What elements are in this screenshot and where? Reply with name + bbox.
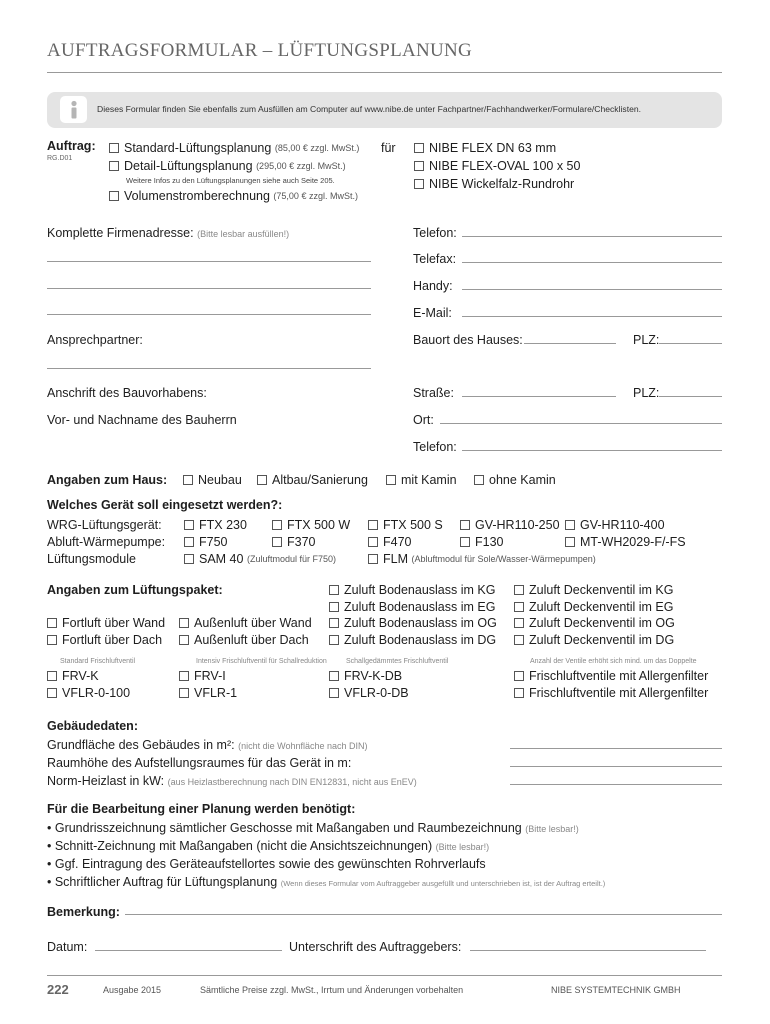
contact-label: Ansprechpartner: xyxy=(47,333,143,347)
checkbox[interactable] xyxy=(368,520,378,530)
checkbox[interactable] xyxy=(414,143,424,153)
email-label: E-Mail: xyxy=(413,306,452,320)
checkbox[interactable] xyxy=(514,618,524,628)
checkbox[interactable] xyxy=(47,635,57,645)
owner-phone-label: Telefon: xyxy=(413,440,457,454)
city-line[interactable] xyxy=(440,423,722,424)
option-ceiling-eg[interactable]: Zuluft Deckenventil im EG xyxy=(514,600,674,614)
email-line[interactable] xyxy=(462,316,722,317)
owner-name-label: Vor- und Nachname des Bauherrn xyxy=(47,413,237,427)
checkbox[interactable] xyxy=(329,671,339,681)
option-ftx-500-s[interactable]: FTX 500 S xyxy=(368,518,443,532)
checkbox[interactable] xyxy=(329,602,339,612)
signature-line[interactable] xyxy=(470,950,706,951)
load-line[interactable] xyxy=(510,784,722,785)
checkbox[interactable] xyxy=(179,618,189,628)
page-title: AUFTRAGSFORMULAR – LÜFTUNGSPLANUNG xyxy=(47,40,473,61)
checkbox[interactable] xyxy=(179,671,189,681)
checkbox[interactable] xyxy=(514,585,524,595)
option-ftx-230[interactable]: FTX 230 xyxy=(184,518,247,532)
option-gv-hr110-400[interactable]: GV-HR110-400 xyxy=(565,518,665,532)
checkbox[interactable] xyxy=(47,688,57,698)
building-heading: Gebäudedaten: xyxy=(47,719,138,733)
valve-header-allergen: Anzahl der Ventile erhöht sich mind. um das Doppelte xyxy=(530,658,697,665)
wrg-label: WRG-Lüftungsgerät: xyxy=(47,518,162,532)
option-allergen-filter-2[interactable]: Frischluftventile mit Allergenfilter xyxy=(514,686,708,700)
option-outdoor-wall[interactable]: Außenluft über Wand xyxy=(179,616,312,630)
checkbox[interactable] xyxy=(329,688,339,698)
load-label: Norm-Heizlast in kW: (aus Heizlastberechnung nach DIN EN12831, nicht aus EnEV) xyxy=(47,774,417,788)
checkbox[interactable] xyxy=(386,475,396,485)
checkbox[interactable] xyxy=(368,554,378,564)
location-line[interactable] xyxy=(524,343,616,344)
option-floor-kg[interactable]: Zuluft Bodenauslass im KG xyxy=(329,583,495,597)
fax-label: Telefax: xyxy=(413,252,457,266)
option-with-chimney[interactable]: mit Kamin xyxy=(386,473,457,487)
title-divider xyxy=(47,72,722,73)
option-detail-planning[interactable]: Detail-Lüftungsplanung (295,00 € zzgl. MwSt.) xyxy=(109,159,346,173)
phone-line[interactable] xyxy=(462,236,722,237)
location-label: Bauort des Hauses: xyxy=(413,333,523,347)
checkbox[interactable] xyxy=(109,161,119,171)
footer-disclaimer: Sämtliche Preise zzgl. MwSt., Irrtum und Änderungen vorbehalten xyxy=(200,985,464,995)
option-frv-k[interactable]: FRV-K xyxy=(47,669,99,683)
checkbox[interactable] xyxy=(329,585,339,595)
checkbox[interactable] xyxy=(257,475,267,485)
remarks-line[interactable] xyxy=(125,914,722,915)
requirement-item: • Schriftlicher Auftrag für Lüftungsplanung (Wenn dieses Formular vom Auftraggeber ausgefüllt und unterschrieben ist, ist der Auftrag erteilt.) xyxy=(47,875,606,889)
checkbox[interactable] xyxy=(460,537,470,547)
area-line[interactable] xyxy=(510,748,722,749)
detail-note: Weitere Infos zu den Lüftungsplanungen siehe auch Seite 205. xyxy=(126,176,335,185)
checkbox[interactable] xyxy=(47,618,57,628)
remarks-label: Bemerkung: xyxy=(47,905,120,919)
date-label: Datum: xyxy=(47,940,88,954)
checkbox[interactable] xyxy=(474,475,484,485)
valve-header-standard: Standard Frischluftventil xyxy=(60,658,136,665)
phone-label: Telefon: xyxy=(413,226,457,240)
street-label: Straße: xyxy=(413,386,454,400)
option-f470[interactable]: F470 xyxy=(368,535,412,549)
mobile-label: Handy: xyxy=(413,279,453,293)
height-label: Raumhöhe des Aufstellungsraumes für das Gerät in m: xyxy=(47,756,352,770)
fax-line[interactable] xyxy=(462,262,722,263)
page-number: 222 xyxy=(47,982,69,997)
option-flm[interactable]: FLM (Abluftmodul für Sole/Wasser-Wärmepumpen) xyxy=(368,552,596,566)
option-new-build[interactable]: Neubau xyxy=(183,473,242,487)
checkbox[interactable] xyxy=(565,537,575,547)
zip-line[interactable] xyxy=(659,343,722,344)
option-exhaust-roof[interactable]: Fortluft über Dach xyxy=(47,633,162,647)
option-gv-hr110-250[interactable]: GV-HR110-250 xyxy=(460,518,560,532)
signature-label: Unterschrift des Auftraggebers: xyxy=(289,940,462,954)
valve-header-intensive: Intensiv Frischluftventil für Schallreduktion xyxy=(196,658,327,665)
valve-header-soundproof: Schallgedämmtes Frischluftventil xyxy=(346,658,449,665)
checkbox[interactable] xyxy=(414,179,424,189)
footer-company: NIBE SYSTEMTECHNIK GMBH xyxy=(551,985,681,995)
checkbox[interactable] xyxy=(179,688,189,698)
checkbox[interactable] xyxy=(460,520,470,530)
checkbox[interactable] xyxy=(179,635,189,645)
zip-label-2: PLZ: xyxy=(633,386,660,400)
area-label: Grundfläche des Gebäudes in m²: (nicht die Wohnfläche nach DIN) xyxy=(47,738,368,752)
option-nibe-wickelfalz[interactable]: NIBE Wickelfalz-Rundrohr xyxy=(414,177,574,191)
requirement-item: • Schnitt-Zeichnung mit Maßangaben (nicht die Ansichtszeichnungen) (Bitte lesbar!) xyxy=(47,839,490,853)
requirement-item: • Ggf. Eintragung des Geräteaufstellortes sowie des gewünschten Rohrverlaufs xyxy=(47,857,486,871)
height-line[interactable] xyxy=(510,766,722,767)
checkbox[interactable] xyxy=(109,191,119,201)
checkbox[interactable] xyxy=(109,143,119,153)
order-label: Auftrag: xyxy=(47,139,96,153)
checkbox[interactable] xyxy=(514,671,524,681)
checkbox[interactable] xyxy=(329,635,339,645)
requirements-heading: Für die Bearbeitung einer Planung werden benötigt: xyxy=(47,802,356,816)
option-floor-og[interactable]: Zuluft Bodenauslass im OG xyxy=(329,616,497,630)
option-frv-i[interactable]: FRV-I xyxy=(179,669,226,683)
info-icon xyxy=(60,96,87,123)
checkbox[interactable] xyxy=(514,602,524,612)
company-address-line-1[interactable] xyxy=(47,261,371,262)
company-address-line-3[interactable] xyxy=(47,314,371,315)
option-ftx-500-w[interactable]: FTX 500 W xyxy=(272,518,350,532)
option-vflr-0-100[interactable]: VFLR-0-100 xyxy=(47,686,130,700)
option-exhaust-wall[interactable]: Fortluft über Wand xyxy=(47,616,165,630)
option-f370[interactable]: F370 xyxy=(272,535,316,549)
info-text: Dieses Formular finden Sie ebenfalls zum Ausfüllen am Computer auf www.nibe.de unter Fachpartner/Fachhandwerker/Formulare/Checklisten. xyxy=(97,104,642,114)
module-label: Lüftungsmodule xyxy=(47,552,136,566)
checkbox[interactable] xyxy=(184,554,194,564)
owner-phone-line[interactable] xyxy=(462,450,722,451)
option-allergen-filter-1[interactable]: Frischluftventile mit Allergenfilter xyxy=(514,669,708,683)
footer-divider xyxy=(47,975,722,976)
option-ceiling-dg[interactable]: Zuluft Deckenventil im DG xyxy=(514,633,674,647)
street-line[interactable] xyxy=(462,396,616,397)
checkbox[interactable] xyxy=(184,537,194,547)
contact-line[interactable] xyxy=(47,368,371,369)
option-mt-wh2029[interactable]: MT-WH2029-F/-FS xyxy=(565,535,686,549)
checkbox[interactable] xyxy=(183,475,193,485)
option-f750[interactable]: F750 xyxy=(184,535,228,549)
checkbox[interactable] xyxy=(565,520,575,530)
requirement-item: • Grundrisszeichnung sämtlicher Geschosse mit Maßangaben und Raumbezeichnung (Bitte lesbar!) xyxy=(47,821,579,835)
checkbox[interactable] xyxy=(184,520,194,530)
checkbox[interactable] xyxy=(272,537,282,547)
project-address-label: Anschrift des Bauvorhabens: xyxy=(47,386,207,400)
company-address-line-2[interactable] xyxy=(47,288,371,289)
house-label: Angaben zum Haus: xyxy=(47,473,168,487)
option-standard-planning[interactable]: Standard-Lüftungsplanung (85,00 € zzgl. MwSt.) xyxy=(109,141,359,155)
option-ceiling-og[interactable]: Zuluft Deckenventil im OG xyxy=(514,616,675,630)
for-label: für xyxy=(381,141,396,155)
option-volume-calculation[interactable]: Volumenstromberechnung (75,00 € zzgl. MwSt.) xyxy=(109,189,358,203)
checkbox[interactable] xyxy=(329,618,339,628)
option-without-chimney[interactable]: ohne Kamin xyxy=(474,473,556,487)
option-vflr-0-db[interactable]: VFLR-0-DB xyxy=(329,686,409,700)
option-ceiling-kg[interactable]: Zuluft Deckenventil im KG xyxy=(514,583,674,597)
checkbox[interactable] xyxy=(414,161,424,171)
option-vflr-1[interactable]: VFLR-1 xyxy=(179,686,237,700)
checkbox[interactable] xyxy=(514,635,524,645)
zip-label: PLZ: xyxy=(633,333,660,347)
company-address-label: Komplette Firmenadresse: (Bitte lesbar ausfüllen!) xyxy=(47,226,290,240)
package-heading: Angaben zum Lüftungspaket: xyxy=(47,583,223,597)
option-outdoor-roof[interactable]: Außenluft über Dach xyxy=(179,633,309,647)
option-floor-dg[interactable]: Zuluft Bodenauslass im DG xyxy=(329,633,496,647)
option-renovation[interactable]: Altbau/Sanierung xyxy=(257,473,368,487)
order-code: RG.D01 xyxy=(47,155,73,162)
checkbox[interactable] xyxy=(368,537,378,547)
option-nibe-flex[interactable]: NIBE FLEX DN 63 mm xyxy=(414,141,556,155)
option-frv-k-db[interactable]: FRV-K-DB xyxy=(329,669,402,683)
option-nibe-flex-oval[interactable]: NIBE FLEX-OVAL 100 x 50 xyxy=(414,159,580,173)
checkbox[interactable] xyxy=(514,688,524,698)
option-f130[interactable]: F130 xyxy=(460,535,504,549)
heatpump-label: Abluft-Wärmepumpe: xyxy=(47,535,166,549)
device-heading: Welches Gerät soll eingesetzt werden?: xyxy=(47,498,283,512)
mobile-line[interactable] xyxy=(462,289,722,290)
city-label: Ort: xyxy=(413,413,434,427)
option-floor-eg[interactable]: Zuluft Bodenauslass im EG xyxy=(329,600,495,614)
checkbox[interactable] xyxy=(47,671,57,681)
option-sam-40[interactable]: SAM 40 (Zuluftmodul für F750) xyxy=(184,552,336,566)
footer-edition: Ausgabe 2015 xyxy=(103,985,162,995)
date-line[interactable] xyxy=(95,950,282,951)
checkbox[interactable] xyxy=(272,520,282,530)
zip-line-2[interactable] xyxy=(659,396,722,397)
